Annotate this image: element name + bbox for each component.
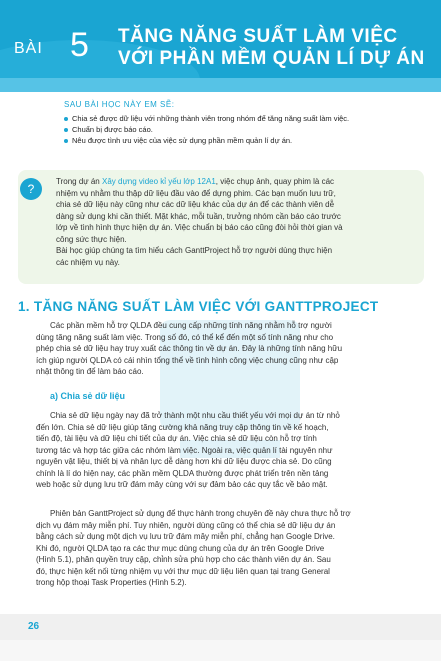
para-line: Chia sẻ dữ liệu ngày nay đã trở thành một nhu cầu thiết yếu với mọi dự án từ nhỏ [50,411,340,420]
para-line: phép chia sẻ dữ liệu hay truy xuất các thông tin về dự án. Đây là những tính năng hữu [36,344,343,353]
para-line: (Hình 5.1), phân quyền truy cập, chỉnh sửa phù hợp cho các thành viên dự án. Sau [36,555,331,564]
intro-highlight: Xây dựng video kỉ yếu lớp 12A1 [101,177,216,186]
section-title: 1. TĂNG NĂNG SUẤT LÀM VIỆC VỚI GANTTPROJECT [18,299,379,314]
page-footer [0,614,441,640]
bottom-bar [0,640,441,661]
para-line: đó, thực hiện kết nối từng nhiệm vụ với thư mục dữ liệu liên quan tại trang General [36,566,330,576]
para-line: web hoặc sử dụng lưu trữ đám mây cùng với sự đảm bảo các quy tắc về bảo mật. [36,480,328,489]
para-line: nguyên vật liệu, thiết bị và nhân lực dễ dàng hơn khi dữ liệu được chia sẻ. Do cũng [36,457,332,466]
intro-line [56,176,416,188]
intro-line: công sức thực hiện. [56,234,127,244]
section-paragraph [36,320,422,378]
lesson-number: 5 [70,26,89,64]
header-stripe [0,78,441,92]
para-line: dịch vụ đám mây miễn phí. Tuy nhiên, người dùng cũng có thể chia sẻ dữ liệu dự án [36,520,336,530]
para-line: Khi đó, người QLDA tạo ra các thư mục dùng chung của dự án trên Google Drive [36,543,325,553]
intro-line: các nhiệm vụ này. [56,257,120,267]
para-line: ích giúp người QLDA có cái nhìn tổng thể về tình hình công việc chung cũng như cập [36,355,339,365]
intro-prefix: Trong dự án [56,177,102,186]
intro-line: Bài học giúp chúng ta tìm hiểu cách GanttProject hỗ trợ người dùng thực hiện [56,246,333,255]
objective-item: Nêu được tình ưu việc của việc sử dụng phần mềm quản lí dự án. [64,135,424,146]
para-line: Phiên bản GanttProject sử dụng để thực hành trong chuyên đề này chưa thực hỗ trợ [50,509,351,518]
para-line: tương tác và hợp tác giữa các nhóm làm việc. Ngoài ra, việc quản lí tài nguyên như [36,445,333,455]
subsection-paragraph-1 [36,410,422,491]
objective-item: Chuẩn bị được báo cáo. [64,124,424,135]
subsection-paragraph-2 [36,508,422,589]
lesson-title [118,26,425,70]
title-line-2: VỚI PHẦN MỀM QUẢN LÍ DỰ ÁN [118,48,425,69]
intro-suffix: , việc chụp ảnh, quay phim là các [215,177,335,186]
para-line: trong hộp thoại Task Properties (Hình 5.2). [36,578,187,587]
page-number: 26 [28,621,40,632]
lesson-header [0,0,441,92]
title-line-1: TĂNG NĂNG SUẤT LÀM VIỆC [118,26,398,47]
para-line: tiến độ, tài liệu và dữ liệu chi tiết của dự án. Việc chia sẻ dữ liệu còn hỗ trợ tính [36,434,317,443]
para-line: Các phần mềm hỗ trợ QLDA đều cung cấp những tính năng nhằm hỗ trợ người [50,321,332,330]
para-line: nhật thông tin để làm báo cáo. [36,367,144,376]
lesson-word: BÀI [14,40,43,57]
intro-line: dàng sử dụng khi cần thiết. Mặt khác, mỗi tuần, trưởng nhóm cần báo cáo trước [56,211,341,221]
intro-text [56,176,416,268]
intro-line: nhiệm vụ nhằm thu thập dữ liệu đầu vào để dựng phim. Các bạn muốn lưu trữ, [56,188,336,198]
intro-line: lớp về tình hình thực hiện dự án. Việc chuẩn bị báo cáo cũng đòi hỏi thời gian và [56,223,343,232]
objectives [64,100,424,146]
para-line: bằng cách sử dụng một dịch vụ lưu trữ đám mây miễn phí, chẳng hạn Google Drive. [36,532,335,541]
objectives-heading: SAU BÀI HỌC NÀY EM SẼ: [64,100,175,109]
objectives-list [64,113,424,146]
intro-line: chia sẻ dữ liệu này cũng như các dữ liệu khác của dự án để các thành viên dễ [56,200,335,209]
para-line: đến lớn. Chia sẻ dữ liệu giúp tăng cường khả năng truy cập thông tin về kế hoạch, [36,422,329,432]
subsection-title: a) Chia sẻ dữ liệu [50,391,126,401]
para-line: dùng tăng năng suất làm việc. Trong số đó, có thể kể đến một số tính năng như cho [36,332,334,342]
para-line: chính là lí do hiện nay, các phần mềm QLDA thường được phát triển trên nền tảng [36,468,329,478]
question-icon: ? [20,178,42,200]
objective-item: Chia sẻ được dữ liệu với những thành viên trong nhóm để tăng năng suất làm việc. [64,113,424,124]
